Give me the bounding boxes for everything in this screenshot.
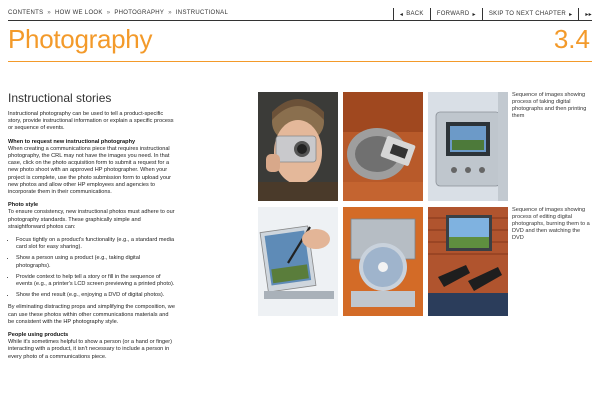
section-number: 3.4	[553, 24, 590, 54]
photo-person-with-camera	[258, 92, 338, 201]
back-label: BACK	[406, 11, 424, 17]
breadcrumb-instructional[interactable]: INSTRUCTIONAL	[175, 10, 229, 16]
section-heading: Instructional stories	[8, 91, 112, 105]
breadcrumb-separator: »	[106, 10, 111, 16]
breadcrumb-separator: »	[47, 10, 52, 16]
paragraph: By eliminating distracting props and simplifying the composition, we can use these photos within other communications materials and be consistent with the HP photography style.	[8, 304, 175, 325]
body-text-column	[8, 92, 176, 367]
arrow-right-icon: ▸	[569, 11, 573, 18]
photo-dvd-drive	[343, 207, 423, 316]
skip-to-next-chapter-button[interactable]	[482, 8, 579, 20]
caption-row-2: Sequence of images showing process of editing digital photographs, burning them to a DVD and then watching the DVD	[512, 207, 590, 241]
forward-label: FORWARD	[436, 11, 470, 17]
photo-style-block	[8, 202, 176, 231]
people-block	[8, 332, 176, 361]
list-item: • Show the end result (e.g., enjoying a DVD of digital photos).	[16, 292, 176, 299]
skip-label: SKIP TO NEXT CHAPTER	[488, 11, 567, 17]
breadcrumb-photography[interactable]: PHOTOGRAPHY	[114, 10, 165, 16]
intro-paragraph: Instructional photography can be used to tell a product-specific story, provide instructional information or explain a specific process or sequence of events.	[8, 111, 174, 132]
paragraph: While it's sometimes helpful to show a person (or a hand or finger) interacting with a product, it isn't necessary to include a person in every photo of a communications piece.	[8, 339, 172, 360]
breadcrumb-contents[interactable]: CONTENTS	[8, 10, 44, 16]
top-navigation-bar	[8, 8, 592, 21]
paragraph: When creating a communications piece that requires instructional photography, the CRL may not have the images you need. In that case, click on the photo acquisition form to submit a request for a new photo shoot with an approved HP photographer. When your project is complete, use the photo submission form to upload your new photos and allow other HP employees and agencies to incorporate them in their communications.	[8, 145, 171, 196]
photo-style-list	[8, 237, 176, 299]
photo-camera-card-slot	[343, 92, 423, 201]
list-item: • Focus tightly on a product's functionality (e.g., a standard media card slot for easy sharing).	[16, 237, 176, 251]
breadcrumb	[8, 10, 228, 16]
arrow-right-icon: ▸	[472, 11, 476, 18]
forward-button[interactable]	[430, 8, 482, 20]
when-to-request-block	[8, 139, 176, 197]
photo-watching-dvd	[428, 207, 508, 316]
back-button[interactable]	[393, 8, 430, 20]
photo-printer-lcd	[428, 92, 508, 201]
photo-stylus-laptop	[258, 207, 338, 316]
subheading: Photo style	[8, 202, 39, 209]
page-navigation	[393, 8, 592, 20]
breadcrumb-how-we-look[interactable]: HOW WE LOOK	[55, 10, 103, 16]
subheading: People using products	[8, 332, 69, 339]
subheading: When to request new instructional photography	[8, 138, 136, 145]
skip-forward-icon: ▸▸	[585, 11, 592, 18]
arrow-left-icon: ◂	[399, 11, 404, 18]
paragraph: To ensure consistency, new instructional photos must adhere to our photography standards. These graphically simple and straightforward photos can:	[8, 209, 175, 230]
list-item: • Provide context to help tell a story or fill in the sequence of events (e.g., a printer's LCD screen previewing a printed photo).	[16, 274, 176, 288]
breadcrumb-separator: »	[168, 10, 172, 16]
caption-row-1: Sequence of images showing process of taking digital photographs and then printing them	[512, 92, 587, 119]
page-title: Photography	[8, 24, 153, 54]
list-item: • Show a person using a product (e.g., taking digital photographs).	[16, 255, 176, 269]
skip-forward-button[interactable]	[578, 8, 592, 20]
title-divider	[8, 61, 592, 62]
